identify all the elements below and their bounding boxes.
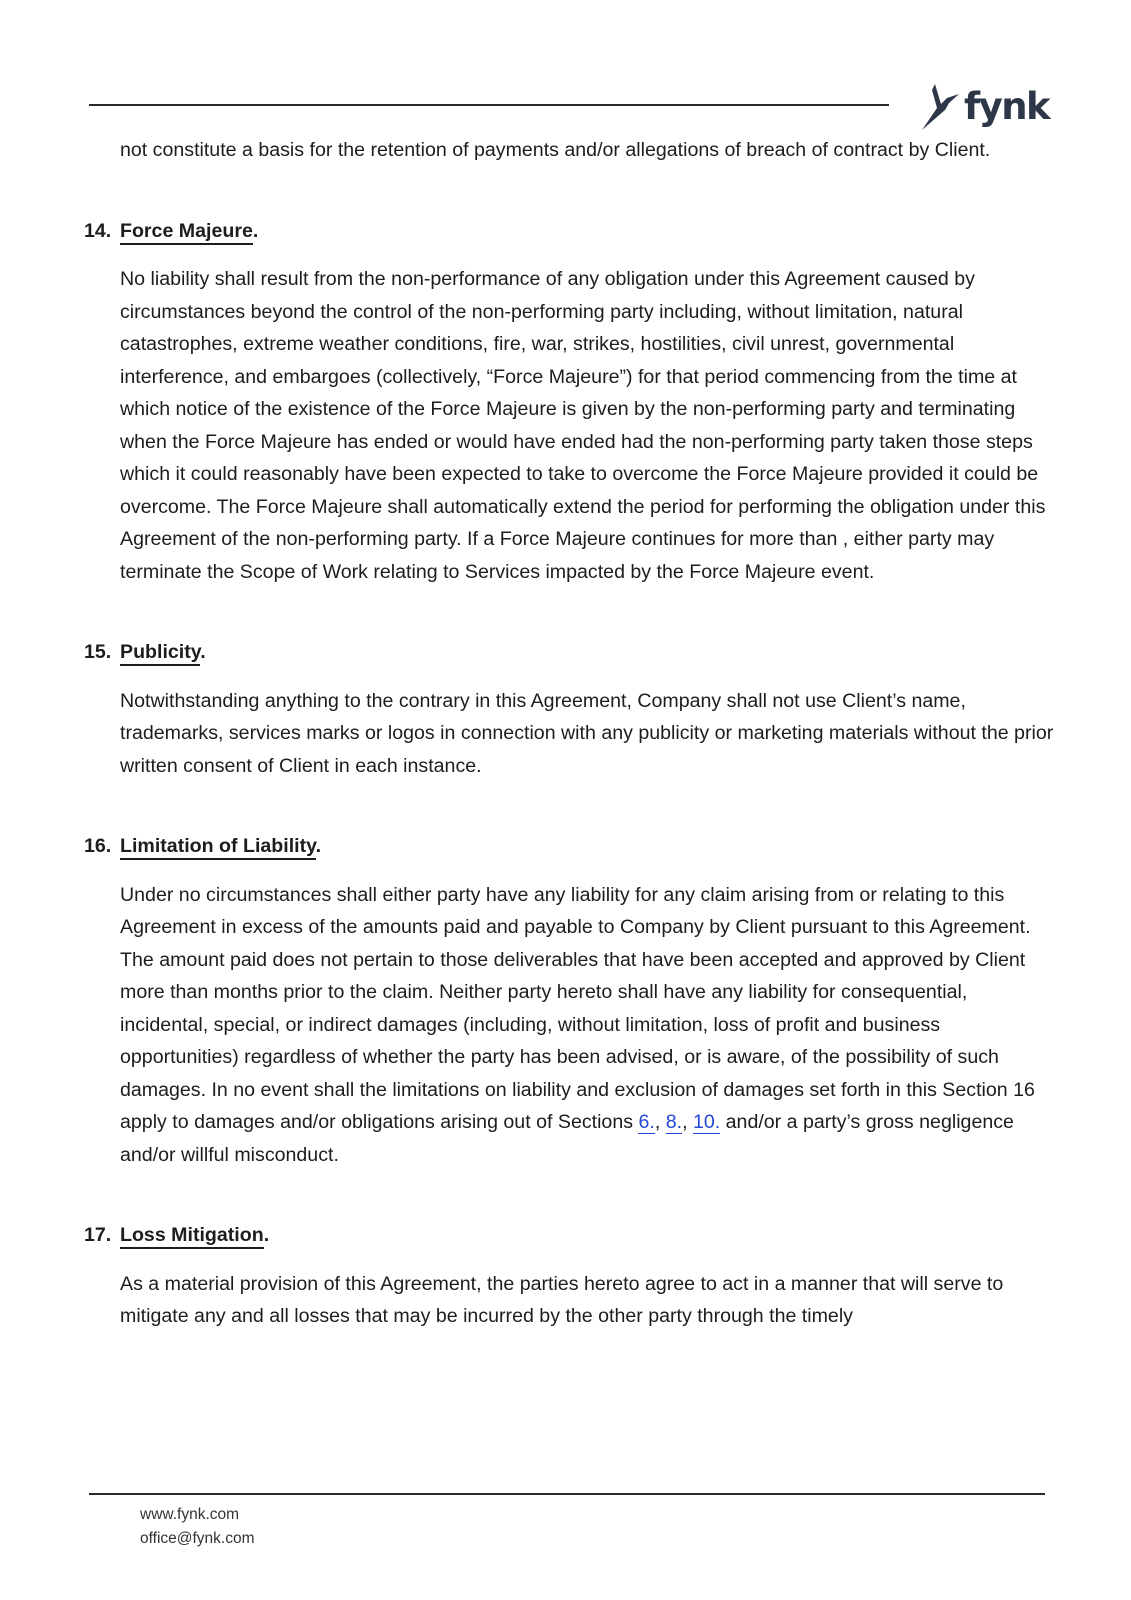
section-number: 17. — [84, 1224, 112, 1246]
section-14 — [84, 215, 1054, 589]
section-heading: 15. Publicity. — [84, 636, 1054, 669]
section-paragraph: Notwithstanding anything to the contrary in this Agreement, Company shall not use Client’s name, trademarks, services marks or logos in connection with any publicity or marketing materials without the prior written consent of Client in each instance. — [120, 689, 1054, 777]
footer — [140, 1503, 255, 1551]
section-17 — [84, 1219, 1054, 1333]
section-8-link[interactable]: 8. — [665, 1111, 683, 1133]
section-paragraph: As a material provision of this Agreement, the parties hereto agree to act in a manner that will serve to mitigate any and all losses that may be incurred by the other party through the timely — [120, 1272, 1004, 1327]
section-heading: 16. Limitation of Liability. — [84, 830, 1054, 863]
footer-divider — [89, 1493, 1045, 1495]
section-paragraph — [84, 879, 1054, 1172]
section-16 — [84, 830, 1054, 1171]
fynk-bird-icon — [920, 80, 960, 132]
paragraph-text: and/or a party’s gross negligence and/or willful misconduct. — [120, 1111, 1014, 1166]
brand-logo — [920, 78, 1049, 134]
section-title: Force Majeure — [120, 220, 253, 245]
footer-website: www.fynk.com — [140, 1506, 240, 1523]
section-heading: 17. Loss Mitigation. — [84, 1219, 1054, 1252]
section-6-link[interactable]: 6. — [638, 1111, 655, 1133]
section-10-link[interactable]: 10. — [692, 1111, 721, 1133]
brand-name: fynk — [964, 84, 1050, 128]
section-title: Loss Mitigation — [120, 1224, 264, 1249]
section-number: 16. — [84, 835, 112, 857]
separator: , — [654, 1111, 666, 1133]
continuation-paragraph: not constitute a basis for the retention of payments and/or allegations of breach of contract by Client. — [120, 139, 991, 161]
header-divider — [89, 104, 889, 106]
section-title: Limitation of Liability — [120, 835, 316, 860]
paragraph-text: Under no circumstances shall either party have any liability for any claim arising from or relating to this Agreement in excess of the amounts paid and payable to Company by Client pursuant to this Agreement. The amount paid does not pertain to those deliverables that have been accepted and approved by Client more than months prior to the claim. Neither party hereto shall have any liability for consequential, incidental, special, or indirect damages (including, without limitation, loss of profit and business opportunities) regardless of whether the party has been advised, or is aware, of the possibility of such damages. In no event shall the limitations on liability and exclusion of damages set forth in this Section 16 apply to damages and/or obligations arising out of Sections — [120, 883, 1035, 1133]
section-number: 14. — [84, 219, 112, 242]
footer-email: office@fynk.com — [140, 1530, 255, 1547]
separator: , — [682, 1111, 693, 1133]
document-body — [84, 134, 1054, 1333]
section-15 — [84, 636, 1054, 782]
section-title: Publicity — [120, 641, 200, 666]
section-number: 15. — [84, 641, 112, 663]
section-heading: 14. Force Majeure. — [84, 215, 1054, 248]
section-paragraph: No liability shall result from the non-performance of any obligation under this Agreement caused by circumstances beyond the control of the non-performing party including, without limitation, natural catastrophes, extreme weather conditions, fire, war, strikes, hostilities, civil unrest, governmental interference, and embargoes (collectively, “Force Majeure”) for that period commencing from the time at which notice of the existence of the Force Majeure is given by the non-performing party and terminating when the Force Majeure has ended or would have ended had the non-performing party taken those steps which it could reasonably have been expected to take to overcome the Force Majeure provided it could be overcome. The Force Majeure shall automatically extend the period for performing the obligation under this Agreement of the non-performing party. If a Force Majeure continues for more than , either party may terminate the Scope of Work relating to Services impacted by the Force Majeure event. — [120, 268, 1046, 583]
